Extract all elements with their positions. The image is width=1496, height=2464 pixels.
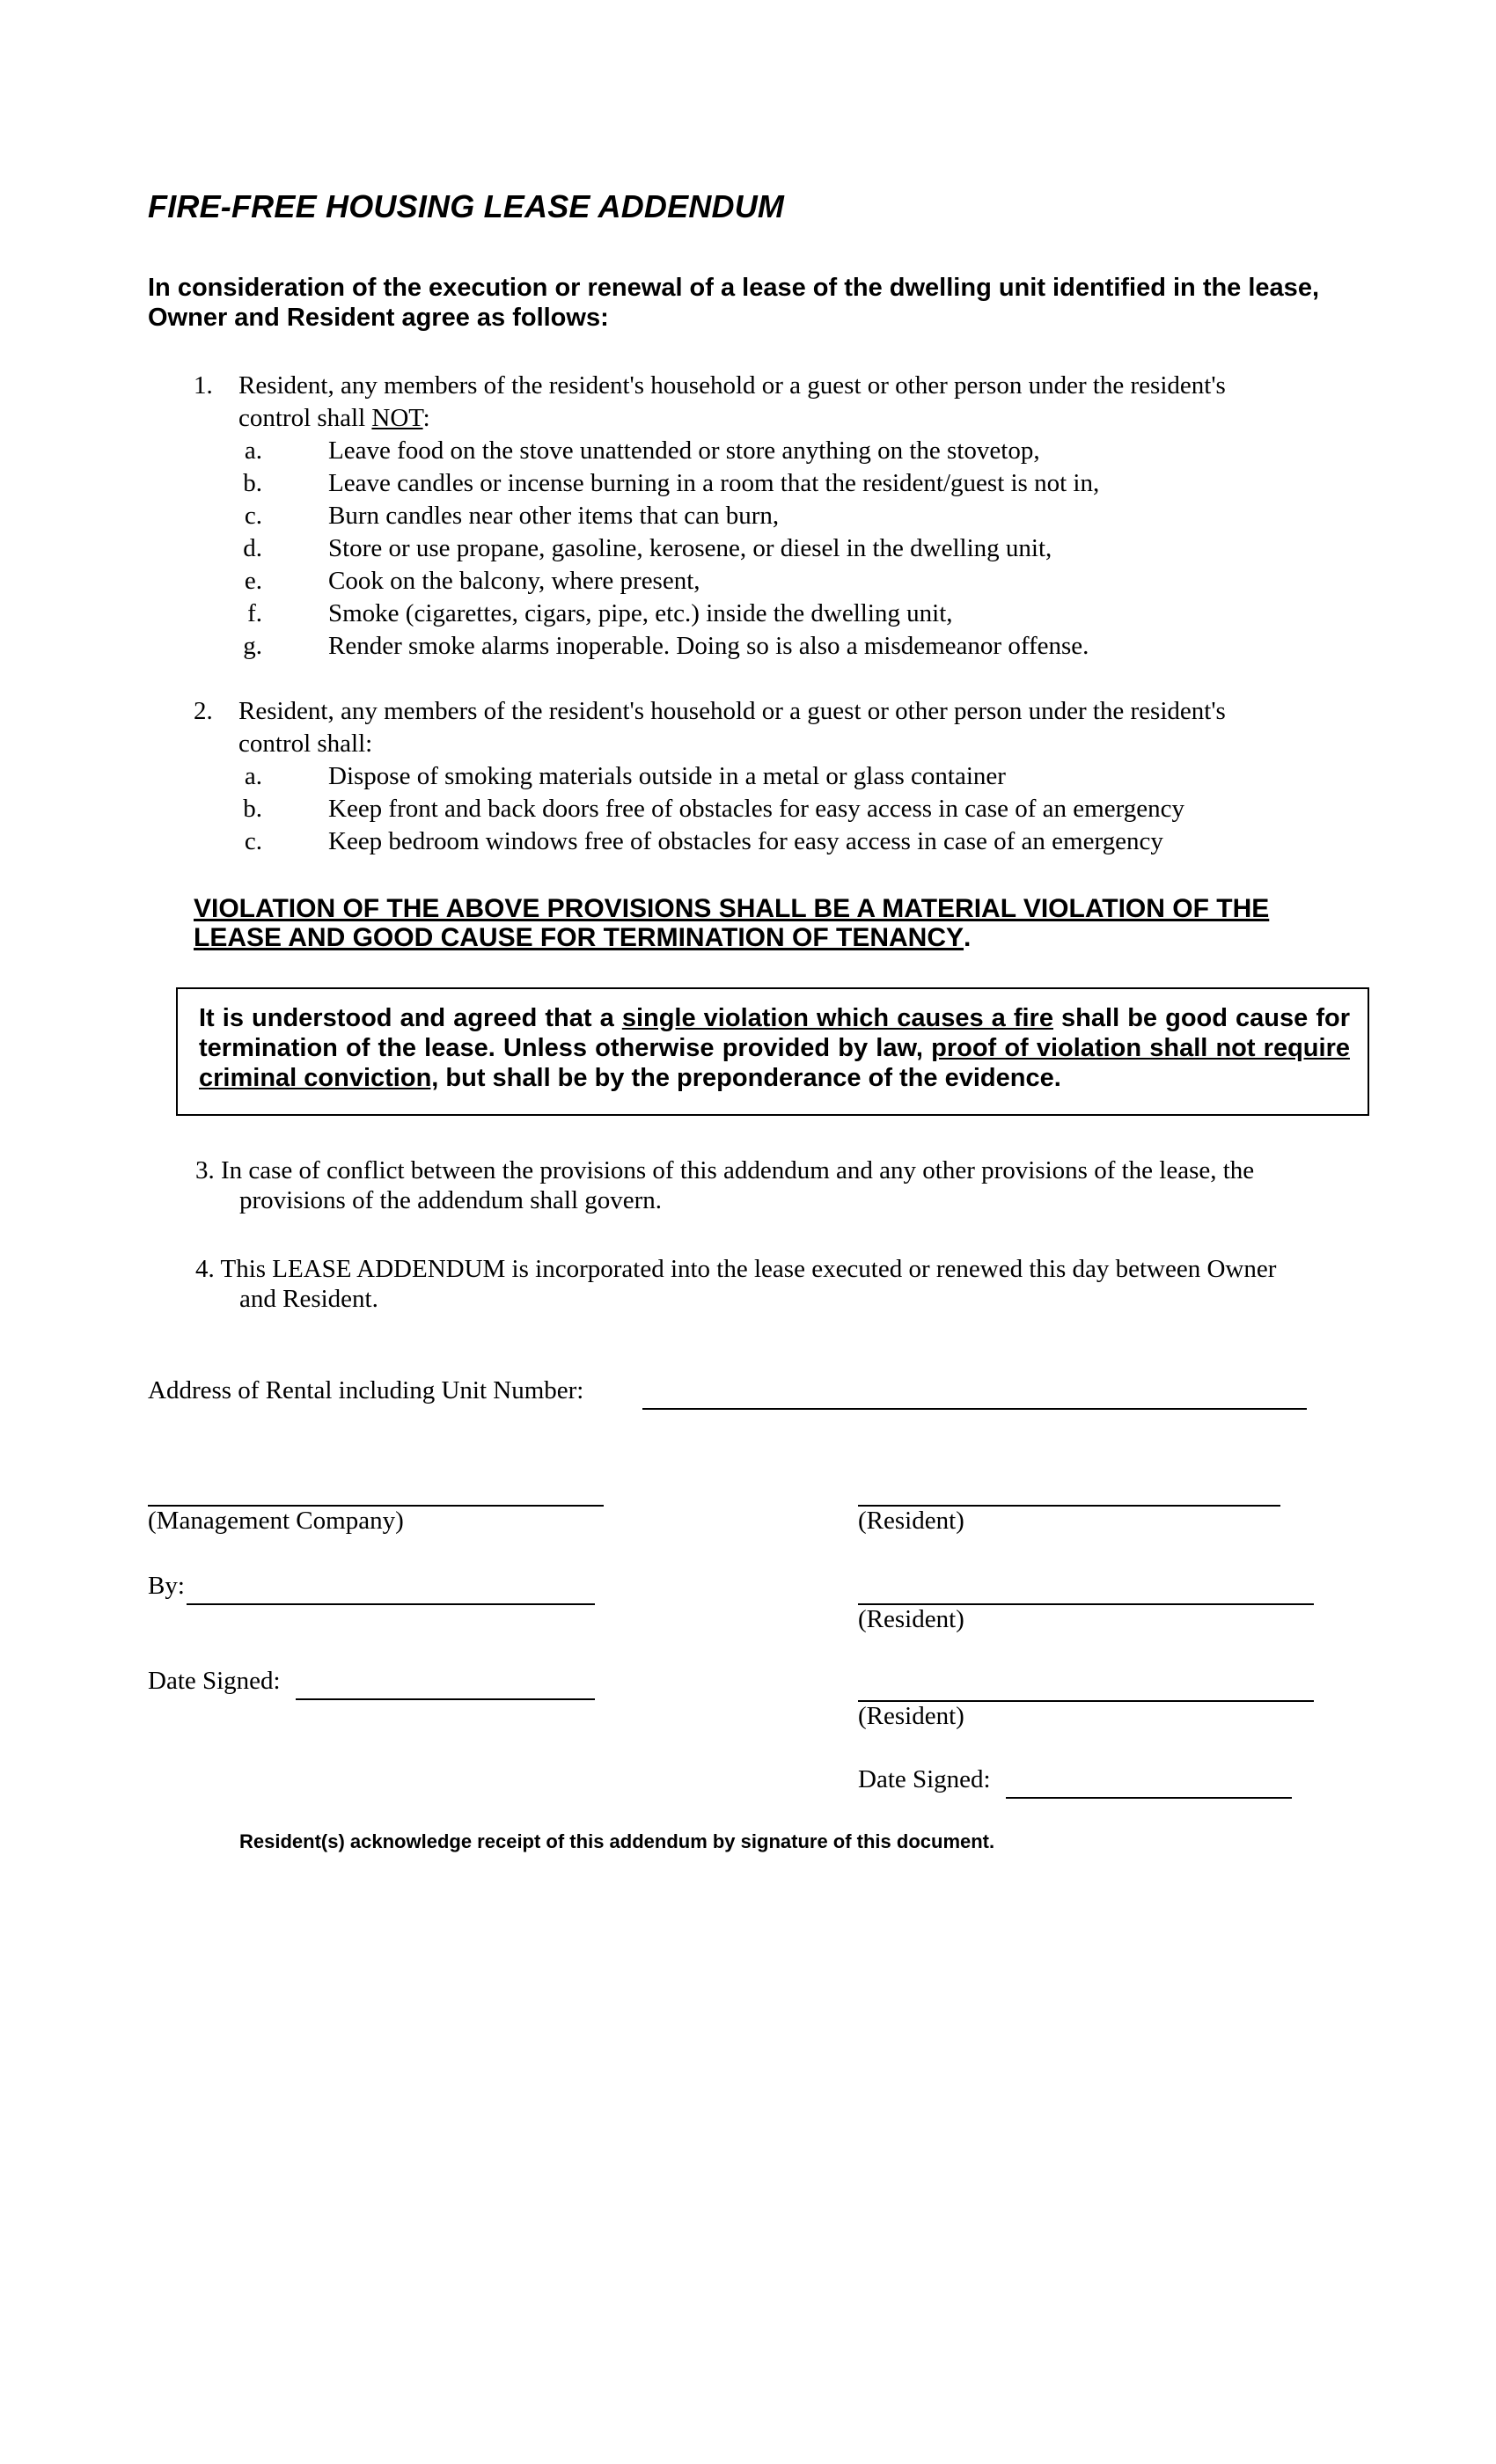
notice-proof-of-violation: proof of violation shall not require criminal conviction, [199,1034,1350,1092]
resident-1-label: (Resident) [858,1507,964,1535]
notice-text-part: but shall be by the preponderance of the evidence. [438,1064,1061,1092]
agreement-notice-text [199,1003,1350,1093]
notice-text-part: shall be good cause for termination of the lease. Unless otherwise provided by law, [199,1004,1350,1062]
paragraph-3-line1: 3. In case of conflict between the provisions of this addendum and any other provisions of the lease, the [195,1156,1255,1184]
list-item-letter: b. [243,469,262,497]
list-item-letter: g. [243,632,262,660]
notice-single-violation: single violation which causes a fire [621,1004,1053,1032]
by-label: By: [148,1572,185,1600]
section-1-heading [148,370,1380,435]
list-item-text: Dispose of smoking materials outside in a metal or glass container [328,762,1006,790]
list-item-text: Render smoke alarms inoperable. Doing so is also a misdemeanor offense. [328,632,1089,660]
paragraph-4 [195,1254,1445,1314]
list-item-letter: b. [243,795,262,823]
resident-2-label: (Resident) [858,1605,964,1633]
paragraph-4-line1: 4. This LEASE ADDENDUM is incorporated into the lease executed or renewed this day between Owner [195,1255,1277,1283]
paragraph-3-line2: provisions of the addendum shall govern. [239,1186,663,1214]
list-item-letter: d. [243,534,262,562]
management-date-signed-label: Date Signed: [148,1667,281,1695]
list-item [238,565,1380,598]
list-item-text: Smoke (cigarettes, cigars, pipe, etc.) inside the dwelling unit, [328,599,953,627]
list-item-letter: a. [244,436,262,465]
list-item-text: Keep front and back doors free of obstacles for easy access in case of an emergency [328,795,1184,823]
section-2-line1: Resident, any members of the resident's household or a guest or other person under the resident's [238,697,1226,725]
section-1-not-emphasis: NOT [371,404,423,432]
violation-line2-suffix: . [964,923,972,952]
list-item-text: Keep bedroom windows free of obstacles for easy access in case of an emergency [328,827,1163,855]
list-item-text: Store or use propane, gasoline, kerosene, or diesel in the dwelling unit, [328,534,1052,562]
section-2-heading [148,695,1380,760]
section-1-line2-suffix: : [422,404,430,432]
list-item-text: Leave food on the stove unattended or store anything on the stovetop, [328,436,1040,465]
management-company-label: (Management Company) [148,1507,404,1535]
list-item [238,467,1380,500]
management-date-signed-line[interactable] [296,1698,595,1700]
section-1-number: 1. [194,371,213,400]
list-item [238,630,1380,663]
violation-line2: LEASE AND GOOD CAUSE FOR TERMINATION OF TENANCY [194,923,964,952]
section-2-line2: control shall: [238,730,373,758]
acknowledgement-footer: Resident(s) acknowledge receipt of this addendum by signature of this document. [239,1830,995,1852]
section-1-line1: Resident, any members of the resident's household or a guest or other person under the resident's [238,371,1226,400]
intro-statement: In consideration of the execution or renewal of a lease of the dwelling unit identified in the lease, Owner and Resident agree as follows: [148,274,1319,332]
section-1-list [238,435,1380,663]
list-item [238,793,1380,825]
list-item [238,760,1380,793]
list-item-letter: a. [244,762,262,790]
list-item [238,598,1380,630]
section-2-list [238,760,1380,858]
section-2-number: 2. [194,697,213,725]
list-item [238,500,1380,532]
list-item-text: Burn candles near other items that can burn, [328,502,780,530]
by-signature-line[interactable] [187,1603,595,1605]
list-item [238,825,1380,858]
agreement-notice-box [176,987,1369,1116]
list-item-text: Cook on the balcony, where present, [328,567,700,595]
list-item-letter: c. [244,502,262,530]
violation-line2-wrap [194,923,1373,952]
resident-date-signed-line[interactable] [1006,1797,1292,1799]
list-item [238,435,1380,467]
section-1-line2 [238,402,1380,435]
paragraph-3 [195,1155,1427,1215]
section-1-line2-prefix: control shall [238,404,372,432]
list-item-letter: e. [244,567,262,595]
resident-3-label: (Resident) [858,1702,964,1730]
list-item-text: Leave candles or incense burning in a room that the resident/guest is not in, [328,469,1100,497]
section-1 [148,370,1380,663]
list-item-letter: c. [244,827,262,855]
notice-text-part: It is understood and agreed that a [199,1004,622,1032]
resident-date-signed-label: Date Signed: [858,1765,991,1793]
violation-warning [194,894,1373,952]
list-item [238,532,1380,565]
section-2 [148,695,1380,858]
list-item-letter: f. [247,599,262,627]
document-title: FIRE-FREE HOUSING LEASE ADDENDUM [148,188,785,224]
paragraph-4-line2: and Resident. [239,1285,378,1313]
address-input-line[interactable] [642,1408,1307,1410]
address-label: Address of Rental including Unit Number: [148,1376,584,1404]
violation-line1: VIOLATION OF THE ABOVE PROVISIONS SHALL BE A MATERIAL VIOLATION OF THE [194,894,1270,923]
